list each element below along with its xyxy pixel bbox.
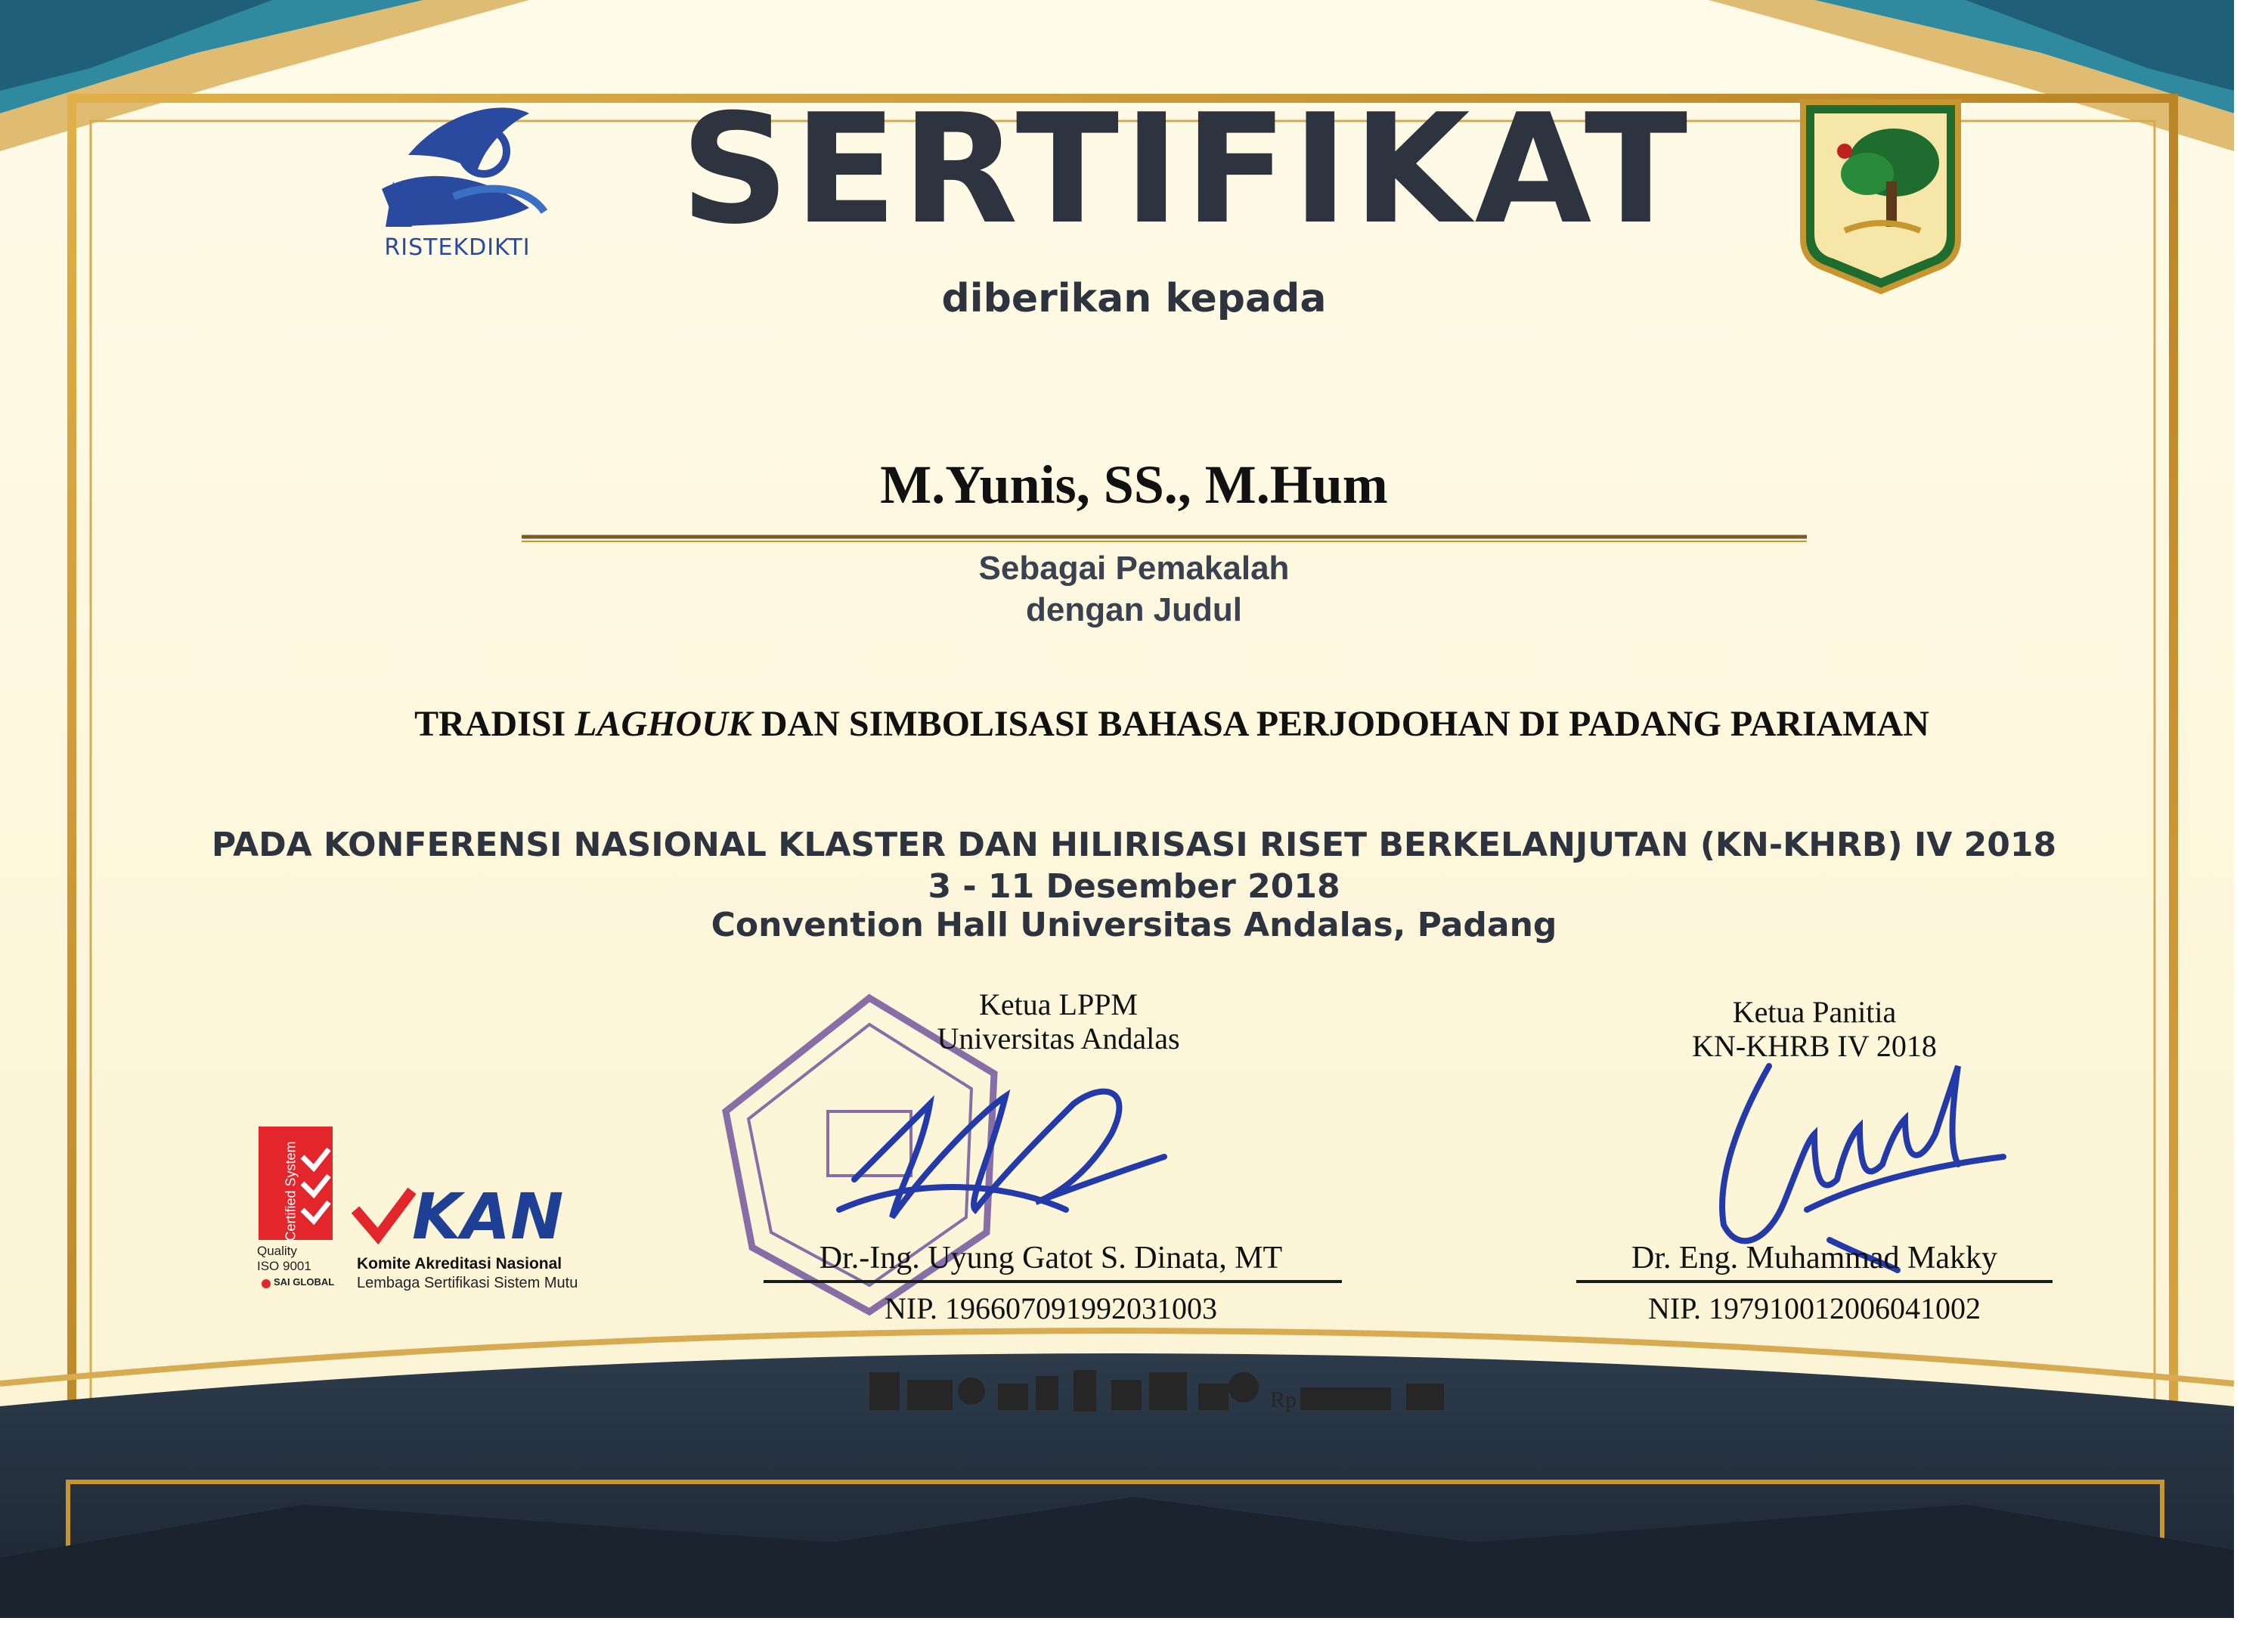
certificate-subtitle: diberikan kepada: [941, 276, 1327, 321]
kan-name: Komite Akreditasi Nasional: [357, 1255, 562, 1272]
certificate-title: SERTIFIKAT: [680, 82, 1693, 258]
event-date: 3 - 11 Desember 2018: [928, 867, 1340, 906]
paper-title-post: DAN SIMBOLISASI BAHASA PERJODOHAN DI PADANG PARIAMAN: [751, 704, 1929, 744]
recipient-name: M.Yunis, SS., M.Hum: [880, 454, 1388, 515]
event-name: PADA KONFERENSI NASIONAL KLASTER DAN HILIRISASI RISET BERKELANJUTAN (KN-KHRB) IV 2018: [211, 826, 2057, 864]
paper-title: [227, 703, 2117, 745]
signatory-1-nip: NIP. 196607091992031003: [884, 1291, 1218, 1325]
iso-vertical-label: Certified System: [283, 1141, 299, 1241]
recipient-role-2: dengan Judul: [1026, 591, 1242, 628]
signatory-2-committee: KN-KHRB IV 2018: [1692, 1029, 1937, 1063]
footer-rp-label: Rp: [1270, 1387, 1297, 1412]
iso-sai-global: SAI GLOBAL: [274, 1276, 335, 1288]
signatory-1-name: Dr.-Ing. Uyung Gatot S. Dinata, MT: [819, 1241, 1283, 1275]
universitas-andalas-emblem-icon: [1803, 102, 1958, 291]
iso-standard: ISO 9001: [257, 1259, 311, 1273]
event-venue: Convention Hall Universitas Andalas, Padang: [711, 906, 1557, 944]
kan-logo: KAN: [412, 1179, 564, 1254]
kan-subtitle: Lembaga Sertifikasi Sistem Mutu: [357, 1275, 578, 1291]
signatory-1-title: Ketua LPPM: [979, 987, 1138, 1021]
signatory-2-title: Ketua Panitia: [1732, 995, 1897, 1029]
signatory-1-institution: Universitas Andalas: [937, 1021, 1180, 1055]
ristekdikti-label: RISTEKDIKTI: [384, 234, 531, 261]
paper-title-italic: LAGHOUK: [575, 704, 752, 744]
recipient-role: Sebagai Pemakalah: [978, 550, 1290, 587]
paper-title-pre: TRADISI: [414, 704, 575, 744]
signatory-2-nip: NIP. 197910012006041002: [1647, 1291, 1981, 1325]
iso-quality: Quality: [257, 1244, 297, 1258]
signatory-2-name: Dr. Eng. Muhammad Makky: [1631, 1241, 1998, 1275]
